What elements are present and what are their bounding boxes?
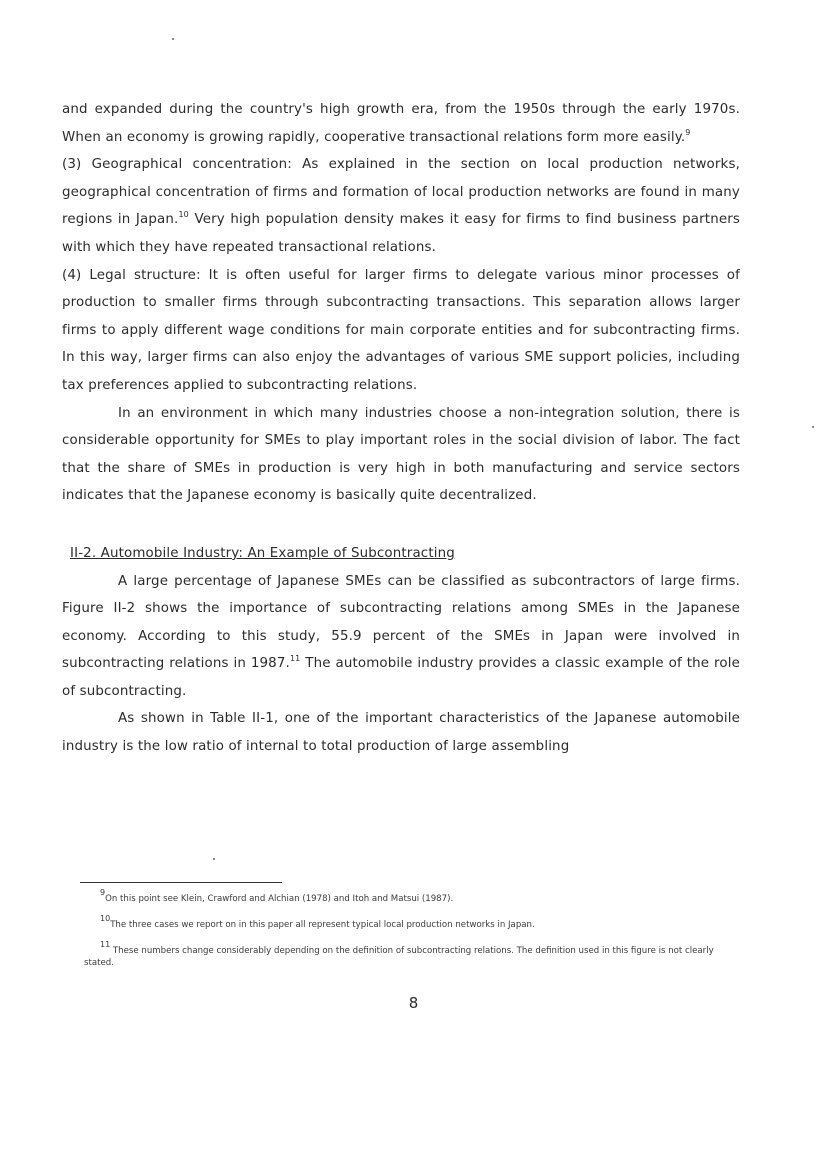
paragraph-legal-structure: (4) Legal structure: It is often useful for larger firms to delegate various minor processes of production to smaller firms through subcontracting transactions. This separation allows larger firms to apply different wage conditions for main corporate entities and for subcontracting firms. In this way, larger firms can also enjoy the advantages of various SME support policies, including tax preferences applied to subcontracting relations.: [62, 267, 740, 393]
section-gap: [62, 510, 740, 540]
footnote-mark: 11: [100, 940, 111, 949]
footnote-mark: 10: [100, 914, 111, 923]
paragraph-text: Very high population density makes it easy for firms to find business partners with which they have repeated transactional relations.: [62, 212, 741, 255]
footnote-text: The three cases we report on in this paper all represent typical local production networks in Japan.: [110, 920, 535, 930]
footnote-text: These numbers change considerably depending on the definition of subcontracting relations. The definition used in this figure is not clearly stated.: [84, 946, 714, 968]
body-text: [62, 96, 740, 761]
footnote-text: On this point see Klein, Crawford and Alchian (1978) and Itoh and Matsui (1987).: [105, 894, 454, 904]
footnotes: [84, 888, 746, 983]
paragraph-geographical-concentration: [62, 151, 740, 261]
scan-speck: [213, 858, 215, 860]
footnote-ref-9: 9: [685, 127, 691, 137]
paragraph-text: and expanded during the country's high growth era, from the 1950s through the early 1970s. When an economy is growing rapidly, cooperative transactional relations form more easily.: [62, 102, 740, 145]
paragraph-text: The automobile industry provides a classic example of the role of subcontracting.: [62, 656, 740, 699]
scan-speck: [172, 38, 174, 40]
footnote-ref-11: 11: [289, 654, 301, 664]
paragraph-table-reference: As shown in Table II-1, one of the important characteristics of the Japanese automobile industry is the low ratio of internal to total production of large assembling: [62, 711, 740, 755]
footnote-ref-10: 10: [178, 210, 189, 220]
page-number: 8: [408, 994, 419, 1012]
paragraph-1: [62, 96, 740, 151]
footnote-9: [84, 888, 746, 905]
paragraph-non-integration: In an environment in which many industries choose a non-integration solution, there is considerable opportunity for SMEs to play important roles in the social division of labor. The fact that the share of SMEs in production is very high in both manufacturing and service sectors indicates that the Japanese economy is basically quite decentralized.: [62, 405, 740, 504]
footnote-divider: [80, 882, 282, 883]
footnote-mark: 9: [100, 888, 106, 897]
paragraph-text: A large percentage of Japanese SMEs can be classified as subcontractors of large firms. Figure II-2 shows the importance of subcontracting relations among SMEs in the Japanese economy. According to this study, 55.9 percent of the SMEs in Japan were involved in subcontracting relations in 1987.: [62, 573, 740, 672]
footnote-10: [84, 914, 746, 931]
paragraph-subcontractors: [62, 568, 740, 706]
scan-speck: [812, 426, 814, 428]
paragraph-text: (3) Geographical concentration: As explained in the section on local production networks, geographical concentration of firms and formation of local production networks are found in many regions in Japan.: [62, 157, 740, 228]
footnote-11: [84, 940, 746, 969]
section-heading: II-2. Automobile Industry: An Example of Subcontracting: [70, 545, 455, 561]
